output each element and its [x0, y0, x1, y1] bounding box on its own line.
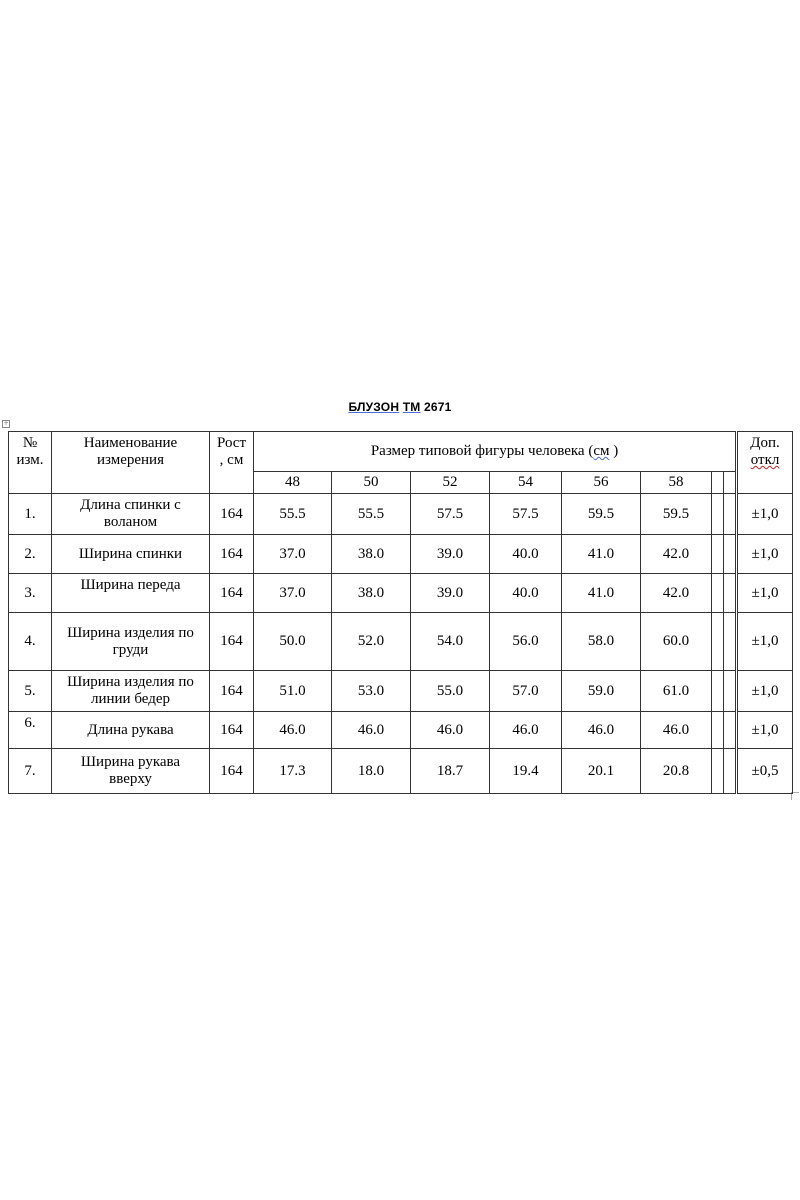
- table-row: [9, 574, 793, 613]
- size-value-56: 46.0: [562, 712, 641, 749]
- size-value-54: 40.0: [490, 574, 562, 613]
- row-number: 2.: [9, 535, 52, 574]
- title-model-number: 2671: [424, 400, 452, 414]
- size-value-58: 42.0: [641, 535, 712, 574]
- empty-size-cell: [712, 472, 724, 494]
- measurement-name: [52, 494, 210, 535]
- size-value-58: 20.8: [641, 749, 712, 794]
- measurement-name-line1: Длина спинки с: [80, 497, 181, 513]
- measurement-name-line1: Ширина спинки: [78, 545, 183, 562]
- size-value-50: 18.0: [332, 749, 411, 794]
- size-value-54: 46.0: [490, 712, 562, 749]
- size-value-58: 59.5: [641, 494, 712, 535]
- tolerance-value: ±1,0: [737, 613, 793, 671]
- row-number: 1.: [9, 494, 52, 535]
- height-value: 164: [210, 749, 254, 794]
- title-word-bluzon: БЛУЗОН: [348, 400, 400, 414]
- size-value-58: 60.0: [641, 613, 712, 671]
- measurement-name-line1: Ширина изделия по: [67, 624, 194, 641]
- header-name: [52, 432, 210, 494]
- table-move-handle-icon[interactable]: +: [3, 420, 9, 427]
- measurement-name-line2: вверху: [109, 771, 152, 787]
- measurement-name: [52, 671, 210, 712]
- size-value-58: 46.0: [641, 712, 712, 749]
- size-value-54: 57.5: [490, 494, 562, 535]
- height-value: 164: [210, 535, 254, 574]
- table-row: [9, 494, 793, 535]
- empty-size-cell: [712, 494, 724, 535]
- table-row: [9, 613, 793, 671]
- empty-size-cell: [712, 712, 724, 749]
- size-value-56: 58.0: [562, 613, 641, 671]
- measurement-name-line2: линии бедер: [90, 691, 171, 707]
- row-number: 5.: [9, 671, 52, 712]
- measurement-name-line2: груди: [112, 641, 149, 658]
- empty-size-cell: [724, 613, 737, 671]
- height-value: 164: [210, 574, 254, 613]
- empty-size-cell: [724, 749, 737, 794]
- size-value-50: 52.0: [332, 613, 411, 671]
- size-value-56: 59.5: [562, 494, 641, 535]
- size-value-52: 46.0: [411, 712, 490, 749]
- size-value-52: 55.0: [411, 671, 490, 712]
- size-value-50: 46.0: [332, 712, 411, 749]
- size-value-52: 39.0: [411, 535, 490, 574]
- header-height-line1: Рост: [216, 435, 247, 451]
- height-value: 164: [210, 712, 254, 749]
- size-header: 52: [411, 472, 490, 494]
- table-row: [9, 749, 793, 794]
- size-value-52: 57.5: [411, 494, 490, 535]
- row-number: 4.: [9, 613, 52, 671]
- size-value-48: 37.0: [254, 535, 332, 574]
- header-row-1: [9, 432, 793, 472]
- size-value-50: 53.0: [332, 671, 411, 712]
- tolerance-value: ±1,0: [737, 535, 793, 574]
- empty-size-cell: [724, 494, 737, 535]
- title-word-tm: ТМ: [402, 400, 421, 414]
- header-num-line1: №: [22, 435, 38, 451]
- size-header: 48: [254, 472, 332, 494]
- header-height: [210, 432, 254, 494]
- size-value-52: 18.7: [411, 749, 490, 794]
- measurement-name-line1: Ширина переда: [80, 577, 181, 593]
- header-num: [9, 432, 52, 494]
- empty-size-cell: [724, 712, 737, 749]
- size-value-54: 56.0: [490, 613, 562, 671]
- size-value-52: 39.0: [411, 574, 490, 613]
- measurement-name-line1: Ширина изделия по: [67, 674, 194, 690]
- measurement-name: [52, 749, 210, 794]
- size-value-54: 19.4: [490, 749, 562, 794]
- table-row: [9, 671, 793, 712]
- header-name-line2: измерения: [96, 452, 164, 468]
- tolerance-value: ±1,0: [737, 574, 793, 613]
- size-header: 56: [562, 472, 641, 494]
- empty-size-cell: [712, 574, 724, 613]
- measurement-name-line2: воланом: [103, 514, 158, 530]
- table-row: [9, 535, 793, 574]
- measurement-name-line1: Ширина рукава: [80, 754, 181, 770]
- row-number: 6.: [9, 712, 52, 749]
- size-value-48: 50.0: [254, 613, 332, 671]
- header-height-line2: , см: [219, 452, 244, 468]
- header-size-prefix: Размер типовой фигуры человека (: [370, 443, 594, 459]
- header-tol-line2: откл: [750, 452, 780, 468]
- row-number: 3.: [9, 574, 52, 613]
- tolerance-value: ±0,5: [737, 749, 793, 794]
- header-size-unit: см: [593, 443, 610, 459]
- tolerance-value: ±1,0: [737, 494, 793, 535]
- empty-size-cell: [712, 749, 724, 794]
- size-header: 54: [490, 472, 562, 494]
- size-value-58: 61.0: [641, 671, 712, 712]
- size-table: [8, 431, 793, 794]
- measurement-name: [52, 574, 210, 613]
- measurement-name: [52, 535, 210, 574]
- tolerance-value: ±1,0: [737, 671, 793, 712]
- header-num-line2: изм.: [16, 452, 44, 468]
- measurement-name: [52, 613, 210, 671]
- empty-size-cell: [724, 671, 737, 712]
- row-number: 7.: [9, 749, 52, 794]
- document-title: [0, 400, 800, 414]
- size-value-50: 55.5: [332, 494, 411, 535]
- size-value-56: 59.0: [562, 671, 641, 712]
- size-value-54: 40.0: [490, 535, 562, 574]
- header-name-line1: Наименование: [83, 435, 178, 451]
- size-header: 58: [641, 472, 712, 494]
- size-value-50: 38.0: [332, 535, 411, 574]
- empty-size-cell: [712, 671, 724, 712]
- height-value: 164: [210, 671, 254, 712]
- size-value-48: 46.0: [254, 712, 332, 749]
- table-row: [9, 712, 793, 749]
- size-value-56: 20.1: [562, 749, 641, 794]
- size-value-48: 37.0: [254, 574, 332, 613]
- size-value-48: 55.5: [254, 494, 332, 535]
- empty-size-cell: [724, 472, 737, 494]
- measurement-name-line1: Длина рукава: [87, 721, 174, 738]
- empty-size-cell: [712, 535, 724, 574]
- size-value-56: 41.0: [562, 574, 641, 613]
- empty-size-cell: [712, 613, 724, 671]
- empty-size-cell: [724, 574, 737, 613]
- size-value-52: 54.0: [411, 613, 490, 671]
- size-value-48: 51.0: [254, 671, 332, 712]
- size-value-58: 42.0: [641, 574, 712, 613]
- size-header: 50: [332, 472, 411, 494]
- header-tolerance: [737, 432, 793, 494]
- size-value-56: 41.0: [562, 535, 641, 574]
- header-size-suffix: ): [609, 443, 619, 459]
- header-tol-line1: Доп.: [750, 435, 780, 451]
- height-value: 164: [210, 494, 254, 535]
- empty-size-cell: [724, 535, 737, 574]
- size-value-50: 38.0: [332, 574, 411, 613]
- header-size-group: [254, 432, 737, 472]
- measurement-name: [52, 712, 210, 749]
- height-value: 164: [210, 613, 254, 671]
- size-value-54: 57.0: [490, 671, 562, 712]
- size-value-48: 17.3: [254, 749, 332, 794]
- tolerance-value: ±1,0: [737, 712, 793, 749]
